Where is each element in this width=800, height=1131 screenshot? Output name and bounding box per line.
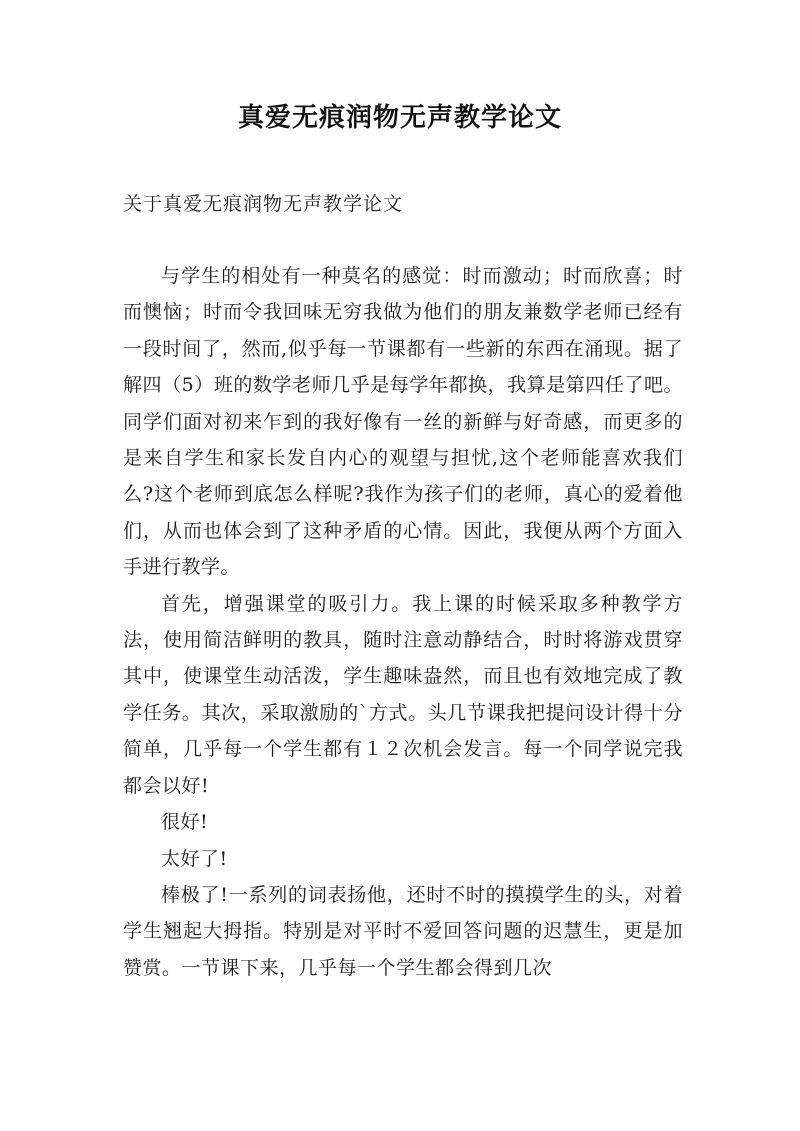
paragraph: 很好!: [161, 811, 209, 834]
paragraph: 太好了!: [161, 847, 228, 870]
paragraph: 棒极了!一系列的词表扬他，还时不时的摸摸学生的头，对着学生翘起大拇指。特别是对平时不爱回答问题的迟慧生，更是加赞赏。一节课下来，几乎每一个学生都会得到几次: [123, 883, 683, 979]
document-title: 真爱无痕润物无声教学论文: [237, 103, 562, 133]
document-subtitle: 关于真爱无痕润物无声教学论文: [123, 193, 404, 215]
paragraph: 与学生的相处有一种莫名的感觉：时而激动；时而欣喜；时而懊恼；时而令我回味无穷我做为他们的朋友兼数学老师已经有一段时间了，然而,似乎每一节课都有一些新的东西在涌现。据了解四（5）班的数学老师几乎是每学年都换，我算是第四任了吧。同学们面对初来乍到的我好像有一丝的新鲜与好奇感，而更多的是来自学生和家长发自内心的观望与担忧,这个老师能喜欢我们么?这个老师到底怎么样呢?我作为孩子们的老师，真心的爱着他们，从而也体会到了这种矛盾的心情。因此，我便从两个方面入手进行教学。: [123, 265, 683, 579]
paragraph: 首先，增强课堂的吸引力。我上课的时候采取多种教学方法，使用简洁鲜明的教具，随时注意动静结合，时时将游戏贯穿其中，使课堂生动活泼，学生趣味盎然，而且也有效地完成了教学任务。其次，采取激励的`方式。头几节课我把提问设计得十分简单，几乎每一个学生都有１２次机会发言。每一个同学说完我都会以好!: [123, 592, 683, 797]
document-body: [123, 258, 683, 986]
